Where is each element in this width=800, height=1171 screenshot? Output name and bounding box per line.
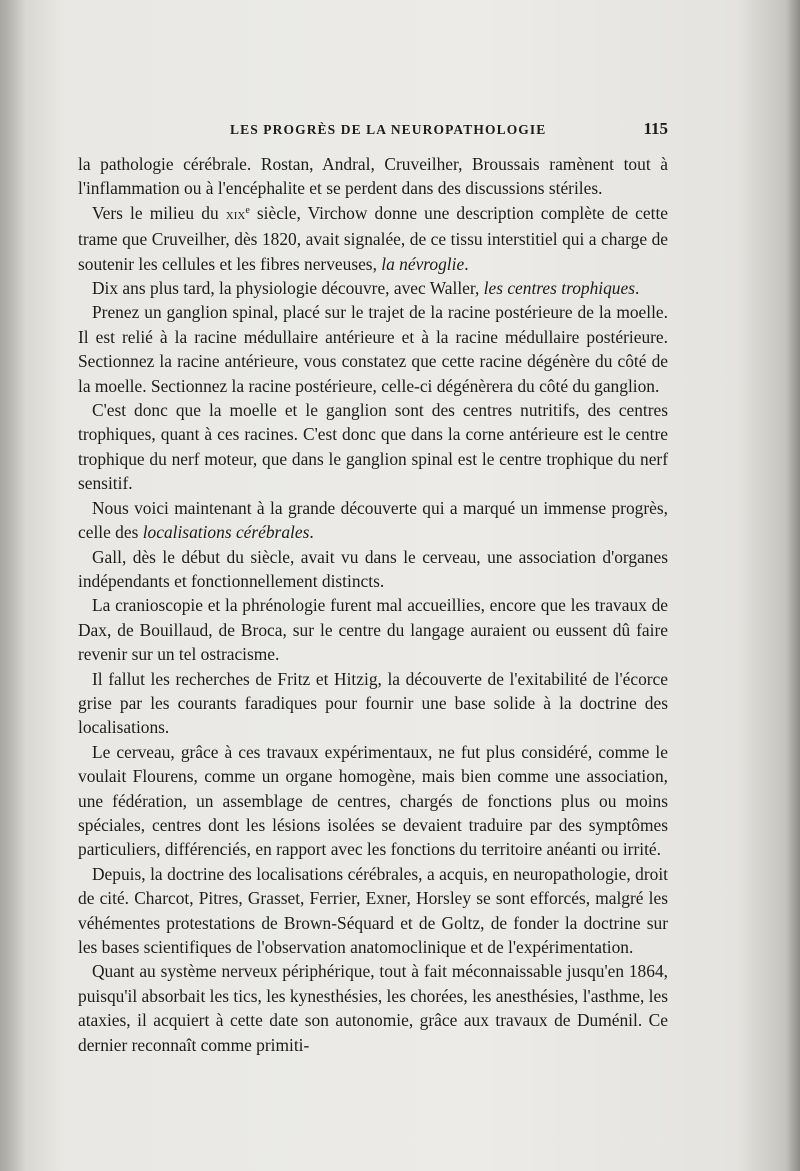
paragraph-3: Dix ans plus tard, la physiologie découvre, avec Waller, les centres trophiques. [92,278,640,299]
paragraph-6: Nous voici maintenant à la grande découverte qui a marqué un immense progrès, celle des localisations cérébrales. [78,497,668,543]
term-localisations-cerebrales: localisations cérébrales [142,522,310,543]
term-centres-trophiques: les centres trophiques [483,278,635,299]
page-header [78,119,668,142]
page-number: 115 [643,119,668,138]
running-title: LES PROGRÈS DE LA NEUROPATHOLOGIE [230,122,547,137]
paragraph-9: Il fallut les recherches de Fritz et Hitzig, la découverte de l'exitabilité de l'écorce grise par les courants faradiques pour fournir une base solide à la doctrine des localisations. [78,668,668,738]
paragraph-5: C'est donc que la moelle et le ganglion sont des centres nutritifs, des centres trophiques, quant à ces racines. C'est donc que dans la corne antérieure est le centre trophique du nerf moteur, que dans le ganglion spinal est le centre trophique du nerf sensitif. [78,400,668,494]
paragraph-7: Gall, dès le début du siècle, avait vu dans le cerveau, une association d'organes indépendants et fonctionnellement distincts. [78,546,668,591]
page-edge [786,0,800,1171]
paragraph-8: La cranioscopie et la phrénologie furent mal accueillies, encore que les travaux de Dax, de Bouillaud, de Broca, sur le centre du langage auraient ou eussent dû faire revenir sur un tel ostracisme. [78,595,668,665]
paragraph-11: Depuis, la doctrine des localisations cérébrales, a acquis, en neuropathologie, droit de cité. Charcot, Pitres, Grasset, Ferrier, Exner, Horsley se sont efforcés, malgré les véhémentes protestations de Brown-Séquard et de Goltz, de fonder la doctrine sur les bases scientifiques de l'observation anatomoclinique et de l'expérimentation. [78,863,668,957]
paragraph-2: Vers le milieu du xix$^e$ siècle, Virchow donne une description complète de cette trame que Cruveilher, dès 1820, avait signalée, de ce tissu interstitiel qui a charge de soutenir les cellules et les fibres nerveuses, la névroglie. [78,202,668,274]
paragraph-10: Le cerveau, grâce à ces travaux expérimentaux, ne fut plus considéré, comme le voulait Flourens, comme un organe homogène, mais bien comme une association, une fédération, un assemblage de centres, chargés de fonctions plus ou moins spéciales, centres dont les lésions isolées se devaient traduire par des symptômes particuliers, différenciés, en rapport avec les fonctions du territoire anéanti ou irrité. [78,741,668,860]
paragraph-1: la pathologie cérébrale. Rostan, Andral, Cruveilher, Broussais ramènent tout à l'inflammation ou à l'encéphalite et se perdent dans des discussions stériles. [78,154,668,199]
binding-shadow [0,0,26,1171]
paragraph-12: Quant au système nerveux périphérique, tout à fait méconnaissable jusqu'en 1864, puisqu'il absorbait les tics, les kynesthésies, les chorées, les anesthésies, l'asthme, les ataxies, il acquiert à cette date son autonomie, grâce aux travaux de Duménil. Ce dernier reconnaît comme primiti- [78,961,668,1055]
page-body [78,152,668,1057]
paragraph-4: Prenez un ganglion spinal, placé sur le trajet de la racine postérieure de la moelle. Il est relié à la racine médullaire antérieure et à la racine médullaire postérieure. Sectionnez la racine antérieure, vous constatez que cette racine dégénère du côté de la moelle. Sectionnez la racine postérieure, celle-ci dégénèrera du côté du ganglion. [78,302,668,396]
term-nevroglie: la névroglie [381,253,465,274]
